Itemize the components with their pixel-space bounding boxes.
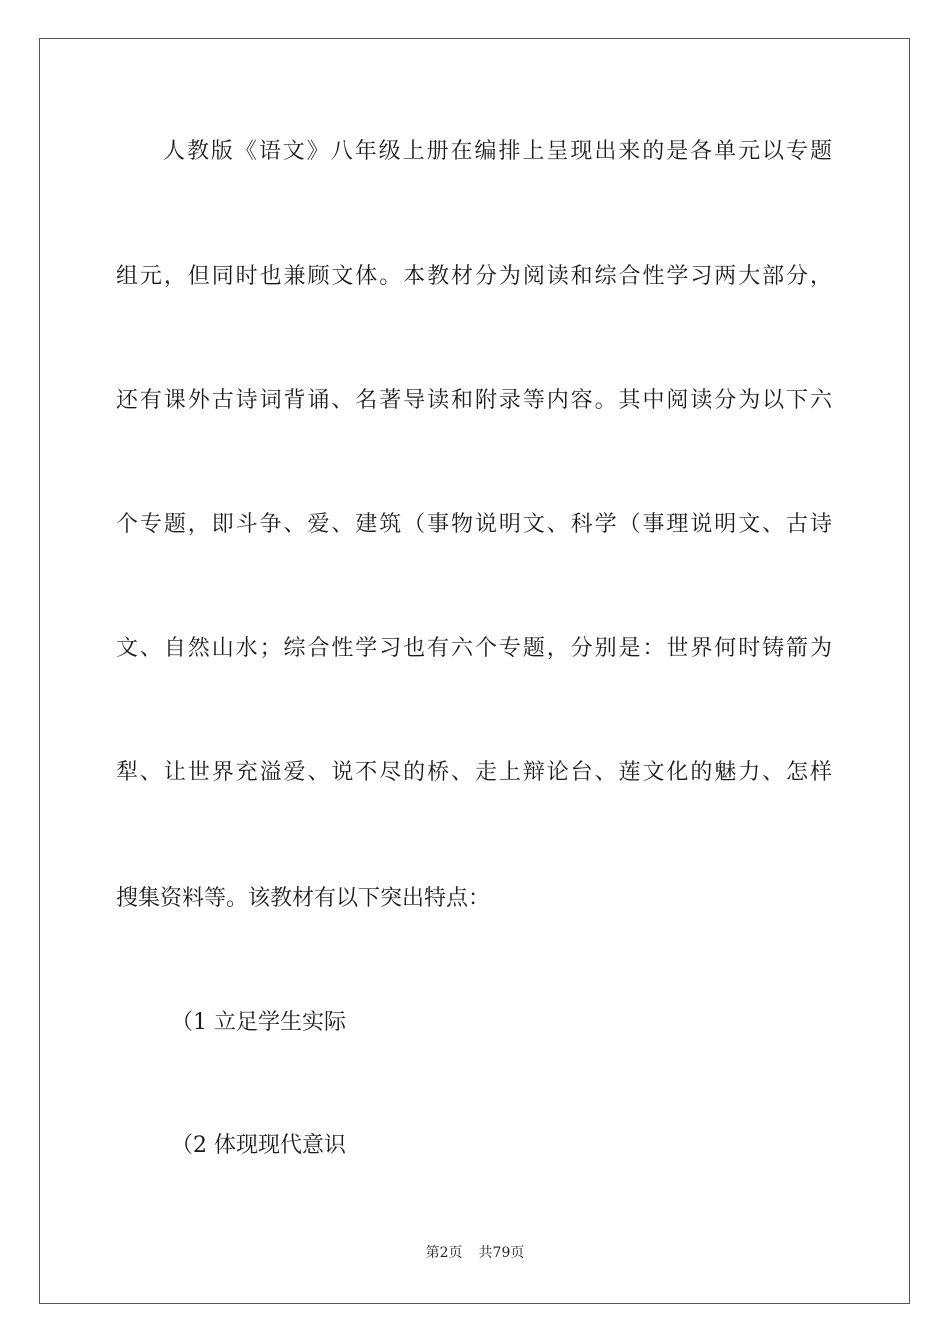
- page-border: [39, 38, 910, 1304]
- paragraph-line-2: 组元，但同时也兼顾文体。本教材分为阅读和综合性学习两大部分，: [116, 264, 832, 289]
- list-item-1: （1 立足学生实际: [171, 1010, 346, 1035]
- page-footer: [0, 1243, 950, 1263]
- paragraph-line-6: 犁、让世界充溢爱、说不尽的桥、走上辩论台、莲文化的魅力、怎样: [116, 760, 832, 785]
- paragraph-line-4: 个专题，即斗争、爱、建筑（事物说明文、科学（事理说明文、古诗: [116, 512, 832, 537]
- paragraph-line-3: 还有课外古诗词背诵、名著导读和附录等内容。其中阅读分为以下六: [116, 388, 832, 413]
- page-total: 共79页: [478, 1245, 525, 1261]
- paragraph-line-7: 搜集资料等。该教材有以下突出特点：: [116, 886, 491, 911]
- paragraph-line-5: 文、自然山水；综合性学习也有六个专题，分别是：世界何时铸箭为: [116, 636, 832, 661]
- page-number: 第2页: [425, 1245, 463, 1261]
- paragraph-line-1: 人教版《语文》八年级上册在编排上呈现出来的是各单元以专题: [163, 139, 832, 164]
- list-item-2: （2 体现现代意识: [171, 1133, 346, 1158]
